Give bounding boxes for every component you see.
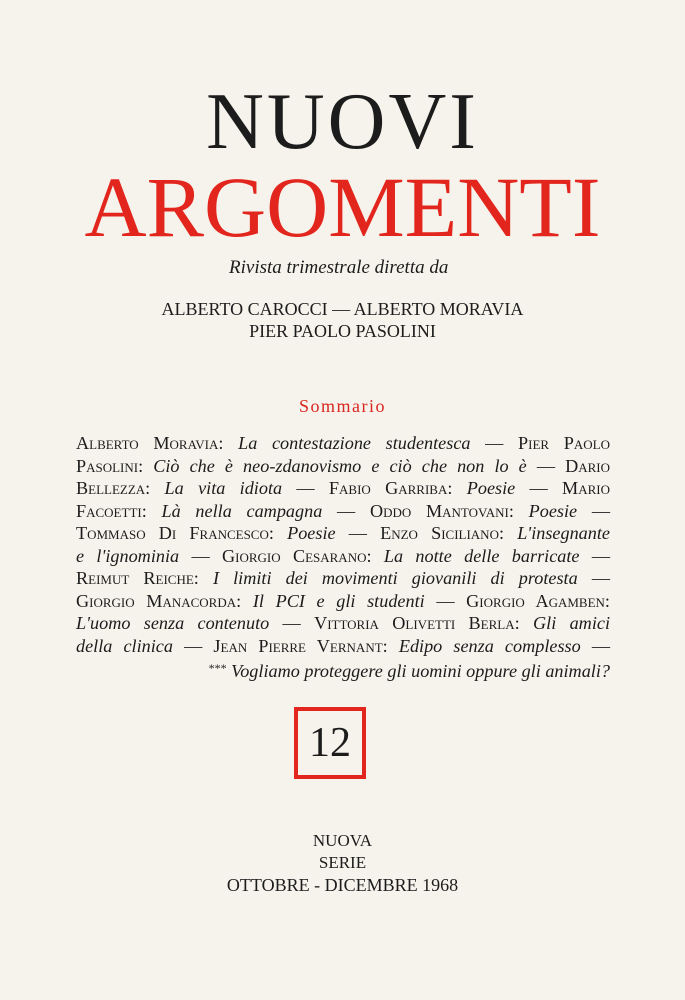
toc-author: Tommaso Di Francesco bbox=[76, 523, 269, 543]
toc-author: Dario bbox=[565, 455, 611, 476]
toc-title: Poesie bbox=[287, 523, 336, 543]
toc-title: La contestazione studentesca bbox=[238, 433, 471, 453]
toc-title: Poesie bbox=[466, 478, 516, 498]
toc-title: L'insegnante bbox=[517, 523, 610, 543]
toc-title: Là nella campagna bbox=[161, 500, 323, 521]
toc-author: Facoetti bbox=[76, 500, 142, 521]
toc-author: Giorgio Agamben bbox=[466, 590, 605, 611]
toc-sep: : bbox=[514, 613, 534, 633]
toc-stars: *** bbox=[208, 661, 227, 675]
toc-dash: — bbox=[526, 455, 566, 476]
toc-dash: — bbox=[470, 433, 519, 453]
toc-sep: : bbox=[145, 478, 165, 498]
toc-author: Vittoria Olivetti Berla bbox=[314, 613, 515, 633]
toc-title: della clinica bbox=[76, 635, 173, 656]
toc-author: Giorgio Cesarano bbox=[221, 545, 367, 566]
toc-dash: — bbox=[269, 613, 315, 633]
toc-title: Vogliamo proteggere gli uomini oppure gli animali? bbox=[226, 661, 610, 681]
toc-line bbox=[76, 612, 610, 635]
toc-title: La vita idiota bbox=[164, 478, 283, 498]
toc-title: La notte delle barricate bbox=[383, 545, 580, 566]
toc-sep: : bbox=[604, 590, 610, 611]
toc-line bbox=[76, 657, 610, 680]
toc-dash: — bbox=[579, 545, 611, 566]
toc-line bbox=[76, 522, 610, 545]
toc-dash: — bbox=[515, 478, 563, 498]
masthead-argomenti: ARGOMENTI bbox=[84, 159, 601, 255]
footer bbox=[0, 830, 685, 896]
toc-dash: — bbox=[322, 500, 370, 521]
toc-sep: : bbox=[508, 500, 529, 521]
toc-line bbox=[76, 590, 610, 613]
toc-author: Alberto Moravia bbox=[76, 433, 219, 453]
editors-line-2: PIER PAOLO PASOLINI bbox=[249, 321, 436, 341]
toc-dash: — bbox=[179, 545, 222, 566]
toc-line bbox=[76, 545, 610, 568]
toc-sep: : bbox=[366, 545, 384, 566]
table-of-contents bbox=[76, 432, 610, 680]
toc-line bbox=[76, 477, 610, 500]
toc-dash: — bbox=[282, 478, 329, 498]
toc-title: I limiti dei movimenti giovanili di protesta bbox=[212, 568, 578, 588]
toc-dash: — bbox=[577, 568, 611, 588]
toc-title: Il PCI e gli studenti bbox=[252, 590, 425, 611]
toc-author: Fabio Garriba bbox=[328, 478, 448, 498]
toc-dash: — bbox=[424, 590, 467, 611]
editors bbox=[0, 298, 685, 342]
toc-dash: — bbox=[577, 500, 611, 521]
editors-line-1: ALBERTO CAROCCI — ALBERTO MORAVIA bbox=[161, 299, 524, 319]
masthead-nuovi: NUOVI bbox=[206, 78, 479, 166]
toc-author: Pasolini bbox=[76, 455, 139, 476]
footer-serie: SERIE bbox=[318, 853, 367, 872]
toc-line bbox=[76, 500, 610, 523]
toc-line bbox=[76, 455, 610, 478]
toc-line bbox=[76, 635, 610, 658]
toc-title: Ciò che è neo-zdanovismo e ciò che non lo è bbox=[153, 455, 527, 476]
toc-dash: — bbox=[580, 635, 611, 656]
toc-author: Reimut Reiche bbox=[76, 568, 194, 588]
sommario-heading: Sommario bbox=[299, 396, 386, 416]
toc-line bbox=[76, 567, 610, 590]
toc-sep: : bbox=[498, 523, 518, 543]
toc-sep: : bbox=[382, 635, 399, 656]
toc-sep: : bbox=[268, 523, 288, 543]
toc-title: Edipo senza complesso bbox=[398, 635, 581, 656]
toc-author: Mario bbox=[562, 478, 610, 498]
toc-sep: : bbox=[218, 433, 239, 453]
toc-line bbox=[76, 432, 610, 455]
toc-author: Jean Pierre Vernant bbox=[213, 635, 383, 656]
toc-title: e l'ignominia bbox=[76, 545, 180, 566]
toc-title: Poesie bbox=[528, 500, 578, 521]
toc-author: Enzo Siciliano bbox=[380, 523, 499, 543]
issue-number: 12 bbox=[309, 720, 351, 766]
toc-author: Oddo Mantovani bbox=[369, 500, 509, 521]
toc-sep: : bbox=[236, 590, 253, 611]
toc-dash: — bbox=[172, 635, 214, 656]
footer-date: OTTOBRE - DICEMBRE 1968 bbox=[226, 875, 459, 895]
toc-sep: : bbox=[447, 478, 467, 498]
toc-sep: : bbox=[193, 568, 213, 588]
toc-sep: : bbox=[138, 455, 154, 476]
toc-author: Bellezza bbox=[76, 478, 146, 498]
subtitle: Rivista trimestrale diretta da bbox=[229, 257, 449, 278]
footer-nuova: NUOVA bbox=[312, 831, 373, 850]
toc-title: Gli amici bbox=[533, 613, 610, 633]
toc-author: Pier Paolo bbox=[518, 433, 610, 453]
toc-sep: : bbox=[141, 500, 162, 521]
issue-number-box bbox=[294, 707, 366, 779]
toc-title: L'uomo senza contenuto bbox=[76, 613, 270, 633]
toc-author: Giorgio Manacorda bbox=[76, 590, 237, 611]
toc-dash: — bbox=[335, 523, 381, 543]
